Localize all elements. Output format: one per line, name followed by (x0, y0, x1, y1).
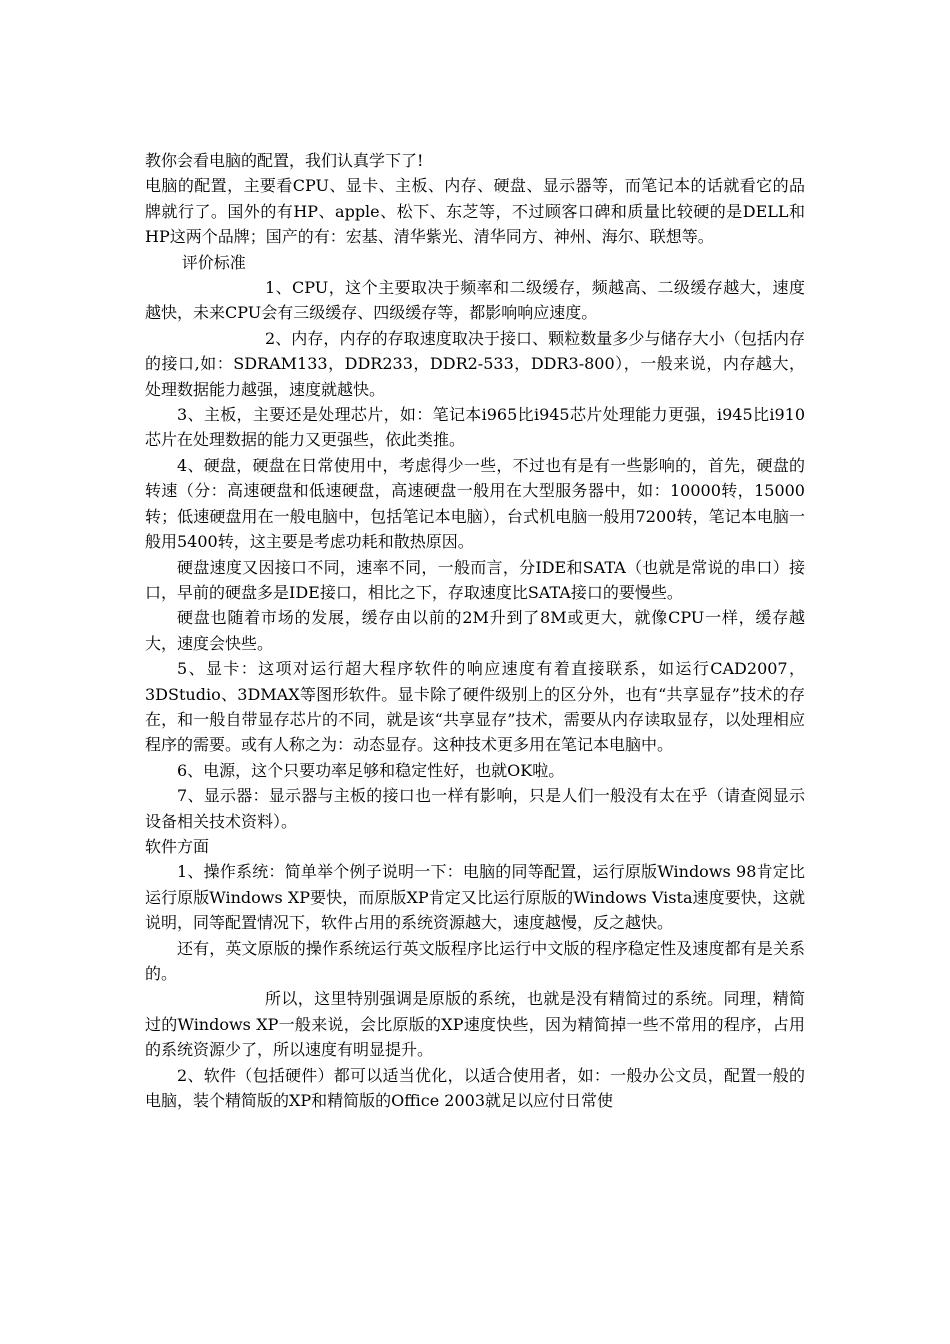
paragraph-power: 6、电源，这个只要功率足够和稳定性好，也就OK啦。 (177, 760, 565, 780)
paragraph-cpu: 1、CPU，这个主要取决于频率和二级缓存，频越高、二级缓存越大，速度越快，未来CPU会有三级缓存、四级缓存等，都影响响应速度。 (145, 278, 805, 323)
paragraph-original-system: 所以，这里特别强调是原版的系统，也就是没有精简过的系统。同理，精简过的Windows XP一般来说，会比原版的XP速度快些，因为精简掉一些不常用的程序，占用的系统资源少了，所以速度有明显提升。 (145, 989, 805, 1060)
paragraph-graphics: 5、显卡：这项对运行超大程序软件的响应速度有着直接联系，如运行CAD2007，3DStudio、3DMAX等图形软件。显卡除了硬件级别上的区分外，也有“共享显存”技术的存在，和一般自带显存芯片的不同，就是该“共享显存”技术，需要从内存读取显存，以处理相应程序的需要。或有人称之为：动态显存。这种技术更多用在笔记本电脑中。 (145, 659, 805, 755)
paragraph-harddisk-interface: 硬盘速度又因接口不同，速率不同，一般而言，分IDE和SATA（也就是常说的串口）接口，早前的硬盘多是IDE接口，相比之下，存取速度比SATA接口的要慢些。 (145, 557, 805, 602)
paragraph-software-optimization: 2、软件（包括硬件）都可以适当优化，以适合使用者，如：一般办公文员，配置一般的电脑，装个精简版的XP和精简版的Office 2003就足以应付日常使 (145, 1065, 805, 1111)
section-heading-evaluation: 评价标准 (181, 252, 246, 272)
document-body (145, 148, 805, 1113)
paragraph-memory: 2、内存，内存的存取速度取决于接口、颗粒数量多少与储存大小（包括内存的接口,如：SDRAM133，DDR233，DDR2-533，DDR3-800），一般来说，内存越大，处理数据能力越强，速度就越快。 (145, 328, 805, 399)
paragraph-os: 1、操作系统：简单举个例子说明一下：电脑的同等配置，运行原版Windows 98肯定比运行原版Windows XP要快，而原版XP肯定又比运行原版的Windows Vista速度要快，这就说明，同等配置情况下，软件占用的系统资源越大，速度越慢，反之越快。 (145, 862, 805, 933)
doc-title: 教你会看电脑的配置，我们认真学下了! (145, 151, 424, 170)
section-heading-software: 软件方面 (145, 836, 210, 856)
paragraph-intro: 电脑的配置，主要看CPU、显卡、主板、内存、硬盘、显示器等，而笔记本的话就看它的品牌就行了。国外的有HP、apple、松下、东芝等，不过顾客口碑和质量比较硬的是DELL和HP这两个品牌；国产的有：宏基、清华紫光、清华同方、神州、海尔、联想等。 (145, 176, 805, 247)
paragraph-motherboard: 3、主板，主要还是处理芯片，如：笔记本i965比i945芯片处理能力更强，i945比i910芯片在处理数据的能力又更强些，依此类推。 (145, 405, 805, 450)
paragraph-harddisk-cache: 硬盘也随着市场的发展，缓存由以前的2M升到了8M或更大，就像CPU一样，缓存越大，速度会快些。 (145, 608, 805, 653)
paragraph-english-os: 还有，英文原版的操作系统运行英文版程序比运行中文版的程序稳定性及速度都有是关系的。 (145, 938, 805, 983)
paragraph-harddisk: 4、硬盘，硬盘在日常使用中，考虑得少一些，不过也有是有一些影响的，首先，硬盘的转速（分：高速硬盘和低速硬盘，高速硬盘一般用在大型服务器中，如：10000转，15000转；低速硬盘用在一般电脑中，包括笔记本电脑），台式机电脑一般用7200转，笔记本电脑一般用5400转，这主要是考虑功耗和散热原因。 (145, 455, 805, 552)
paragraph-monitor: 7、显示器：显示器与主板的接口也一样有影响，只是人们一般没有太在乎（请查阅显示设备相关技术资料）。 (145, 786, 805, 831)
